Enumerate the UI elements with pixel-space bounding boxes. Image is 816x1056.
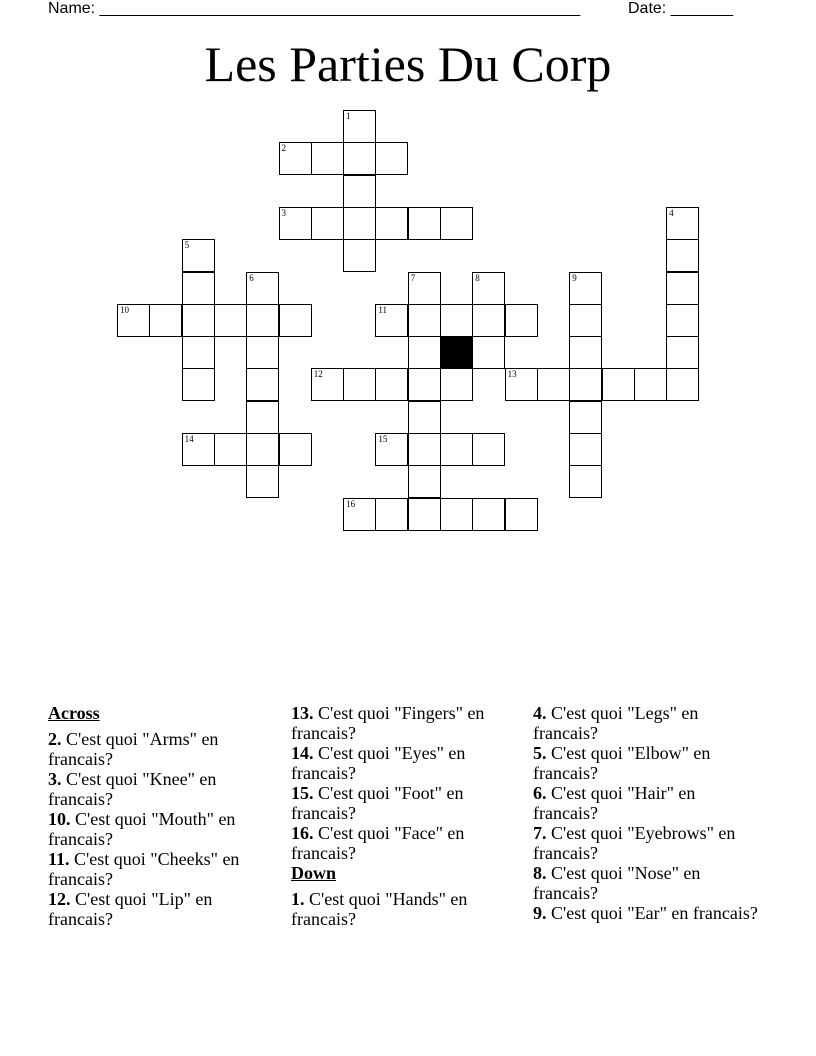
crossword-cell[interactable] [569,336,602,369]
crossword-cell[interactable] [375,433,408,466]
crossword-cell[interactable] [505,498,538,531]
down-heading: Down [291,863,337,883]
crossword-cell[interactable] [569,465,602,498]
clue-num: 6. [533,783,547,803]
crossword-cell[interactable] [182,239,215,272]
clue-num: 10. [48,809,71,829]
crossword-cell[interactable] [375,498,408,531]
crossword-cell[interactable] [182,368,215,401]
clue-num: 16. [291,823,314,843]
crossword-cell[interactable] [666,304,699,337]
crossword-cell[interactable] [182,272,215,305]
crossword-cell[interactable] [505,368,538,401]
across-clue [291,823,511,863]
down-clue [533,783,758,823]
down-clue [291,889,511,929]
clue-num: 5. [533,743,547,763]
clue-text: C'est quoi "Mouth" en francais? [48,809,236,849]
clue-number: 3 [281,207,286,218]
down-clue [533,863,758,903]
crossword-cell[interactable] [375,368,408,401]
clue-num: 7. [533,823,547,843]
clue-num: 12. [48,889,71,909]
clue-number: 6 [249,272,254,283]
crossword-cell[interactable] [666,368,699,401]
clue-number: 16 [346,498,356,509]
clue-num: 14. [291,743,314,763]
crossword-cell[interactable] [602,368,635,401]
clue-text: C'est quoi "Fingers" en francais? [291,703,485,743]
crossword-cell[interactable] [311,368,344,401]
clue-text: C'est quoi "Legs" en francais? [533,703,699,743]
crossword-cell[interactable] [343,142,376,175]
down-clue [533,743,758,783]
clue-num: 11. [48,849,70,869]
clue-num: 8. [533,863,547,883]
crossword-cell[interactable] [440,368,473,401]
name-field-label: Name: ______________________________________________________ [48,0,581,17]
clue-number: 9 [572,272,577,283]
crossword-cell[interactable] [343,207,376,240]
crossword-cell[interactable] [246,433,279,466]
crossword-cell[interactable] [279,433,312,466]
crossword-cell[interactable] [505,304,538,337]
crossword-cell[interactable] [569,433,602,466]
crossword-cell[interactable] [666,272,699,305]
crossword-cell[interactable] [343,110,376,143]
crossword-cell[interactable] [343,368,376,401]
crossword-cell[interactable] [182,433,215,466]
crossword-cell[interactable] [279,304,312,337]
across-clue [291,783,511,823]
clue-number: 15 [378,434,388,444]
crossword-cell[interactable] [408,304,441,337]
clue-number: 12 [313,369,323,380]
crossword-cell[interactable] [182,304,215,337]
crossword-cell[interactable] [343,239,376,272]
crossword-cell[interactable] [569,272,602,305]
date-field-label: Date: _______ [628,0,733,17]
crossword-cell[interactable] [246,272,279,305]
clue-number: 4 [669,207,674,218]
clue-number: 1 [346,111,351,121]
across-clue [291,743,511,783]
crossword-cell[interactable] [149,304,182,337]
crossword-cell[interactable] [408,207,441,240]
crossword-cell[interactable] [343,175,376,208]
clue-num: 3. [48,769,62,789]
clue-text: C'est quoi "Hair" en francais? [533,783,696,823]
clue-text: C'est quoi "Lip" en francais? [48,889,213,929]
clue-number: 14 [184,434,194,444]
clue-number: 7 [410,272,416,283]
clue-text: C'est quoi "Cheeks" en francais? [48,849,240,889]
clue-num: 4. [533,703,547,723]
crossword-cell[interactable] [472,304,505,337]
clue-num: 13. [291,703,314,723]
crossword-cell[interactable] [472,498,505,531]
crossword-cell[interactable] [246,304,279,337]
down-clue [533,703,758,743]
crossword-cell[interactable] [279,142,312,175]
clue-text: C'est quoi "Elbow" en francais? [533,743,711,783]
down-clue [533,903,758,923]
clues-column-1 [48,703,268,929]
across-clue [291,703,511,743]
crossword-cell[interactable] [666,239,699,272]
crossword-cell[interactable] [214,433,247,466]
crossword-cell[interactable] [569,401,602,434]
crossword-cell[interactable] [246,465,279,498]
crossword-cell[interactable] [246,368,279,401]
crossword-cell[interactable] [472,336,505,369]
crossword-cell[interactable] [408,498,441,531]
clue-number: 5 [184,240,190,251]
crossword-cell[interactable] [472,272,505,305]
clue-number: 8 [475,272,480,283]
crossword-cell[interactable] [440,304,473,337]
crossword-cell[interactable] [666,336,699,369]
crossword-cell[interactable] [117,304,150,337]
crossword-cell[interactable] [375,207,408,240]
crossword-cell[interactable] [634,368,667,401]
clues-column-3 [533,703,758,923]
clue-text: C'est quoi "Eyes" en francais? [291,743,466,783]
crossword-cell[interactable] [408,272,441,305]
across-heading: Across [48,703,100,723]
crossword-cell[interactable] [214,304,247,337]
crossword-cell[interactable] [311,207,344,240]
across-clue [48,729,268,769]
crossword-cell[interactable] [408,401,441,434]
page-title: Les Parties Du Corp [204,36,612,92]
crossword-cell[interactable] [408,368,441,401]
clue-text: C'est quoi "Hands" en francais? [291,889,468,929]
crossword-cell[interactable] [440,433,473,466]
across-clue [48,889,268,929]
crossword-cell[interactable] [569,368,602,401]
clue-number: 2 [281,143,286,154]
crossword-cell[interactable] [311,142,344,175]
crossword-cell[interactable] [375,304,408,337]
across-clue [48,769,268,809]
clue-text: C'est quoi "Foot" en francais? [291,783,464,823]
clue-number: 10 [120,304,129,315]
crossword-cell[interactable] [472,433,505,466]
clue-text: C'est quoi "Nose" en francais? [533,863,701,903]
crossword-cell[interactable] [440,498,473,531]
clue-text: C'est quoi "Eyebrows" en francais? [533,823,736,863]
crossword-cell[interactable] [182,336,215,369]
clue-text: C'est quoi "Face" en francais? [291,823,465,863]
crossword-cell[interactable] [569,304,602,337]
crossword-cell[interactable] [408,433,441,466]
clue-num: 2. [48,729,62,749]
crossword-cell[interactable] [408,336,441,369]
across-clue [48,849,268,889]
clue-text: C'est quoi "Knee" en francais? [48,769,217,809]
crossword-cell[interactable] [279,207,312,240]
down-clue [533,823,758,863]
clues-column-2 [291,703,511,929]
crossword-cell[interactable] [246,401,279,434]
crossword-cell[interactable] [666,207,699,240]
clue-number: 13 [507,369,517,380]
crossword-cell[interactable] [537,368,570,401]
clue-text: C'est quoi "Ear" en francais? [551,903,758,923]
crossword-cell[interactable] [246,336,279,369]
crossword-cell[interactable] [408,465,441,498]
clue-num: 15. [291,783,314,803]
crossword-cell[interactable] [375,142,408,175]
blocked-cell [440,336,473,369]
clue-text: C'est quoi "Arms" en francais? [48,729,219,769]
clue-number: 11 [378,304,388,315]
crossword-cell[interactable] [440,207,473,240]
across-clue [48,809,268,849]
crossword-cell[interactable] [343,498,376,531]
clue-num: 1. [291,889,305,909]
clue-num: 9. [533,903,547,923]
